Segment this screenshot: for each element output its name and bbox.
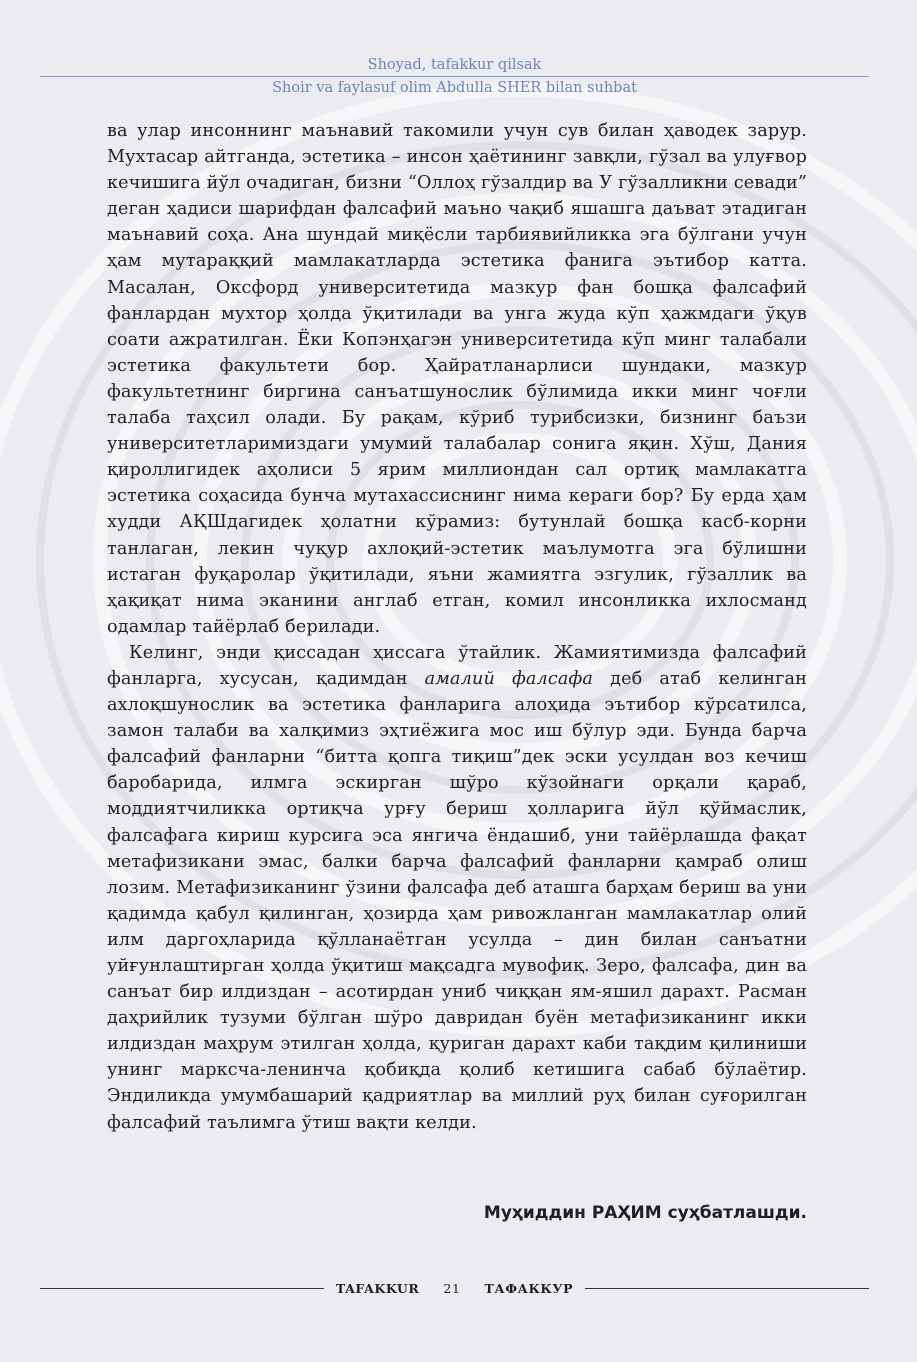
- header-divider: [40, 76, 869, 77]
- header-title: Shoyad, tafakkur qilsak: [367, 57, 542, 73]
- footer-title-cyrillic: ТАФАККУР: [484, 1280, 574, 1296]
- article-body: [107, 118, 807, 1136]
- paragraph-2-text-end: деб атаб келинган ахлоқшунослик ва эстетика фанларига алоҳида эътибор кўрсатилса, замон талаби ва халқимиз эҳтиёжига мос иш бўлур эди. Бунда барча фалсафий фанларни “битта қопга тиқиш”дек эски усулдан воз кечиш баробарида, илмга эскирган шўро кўзойнаги орқали қараб, моддиятчиликка ортиқча урғу бериш ҳолларига йўл қўймаслик, фалсафага кириш курсига эса янгича ёндашиб, уни тайёрлашда фақат метафизикани эмас, балки барча фалсафий фанларни қамраб олиш лозим. Метафизиканинг ўзини фалсафа деб аташга барҳам бериш ва уни қадимда қабул қилинган, ҳозирда ҳам ривожланган мамлакатлар олий илм даргоҳларида қўлланаётган усулда – дин билан санъатни уйғунлаштирган ҳолда ўқитиш мақсадга мувофиқ. Зеро, фалсафа, дин ва санъат бир илдиздан – асотирдан униб чиққан ям-яшил дарахт. Расман даҳрийлик тузуми бўлган шўро давридан буён метафизиканинг икки илдиздан маҳрум этилган ҳолда, қуриган дарахт каби тақдим қилиниши унинг марксча-ленинча қобиқда қолиб кетишига сабаб бўлаётир. Эндиликда умумбашарий қадриятлар ва миллий руҳ билан суғорилган фалсафий таълимга ўтиш вақти келди.: [107, 668, 807, 1133]
- page-footer: [40, 1278, 869, 1298]
- author-signature: Муҳиддин РАҲИМ суҳбатлашди.: [483, 1203, 807, 1223]
- page-number: 21: [443, 1280, 461, 1296]
- paragraph-1: ва улар инсоннинг маънавий такомили учун сув билан ҳаводек зарур. Мухтасар айтганда, эстетика – инсон ҳаётининг завқли, гўзал ва улуғвор кечишига йўл очадиган, бизни “Оллоҳ гўзалдир ва У гўзалликни севади” деган ҳадиси шарифдан фалсафий маъно чақиб яшашга даъват этадиган маънавий соҳа. Ана шундай миқёсли тарбиявийликка эга бўлгани учун ҳам мутараққий мамлакатларда эстетика фанига эътибор катта. Масалан, Оксфорд университетида мазкур фан бошқа фалсафий фанлардан мухтор ҳолда ўқитилади ва унга жуда кўп ҳажмдаги ўқув соати ажратилган. Ёки Копэнҳагэн университетида кўп минг талабали эстетика факультети бор. Ҳайратланарлиси шундаки, мазкур факультетнинг биргина санъатшунослик бўлимида икки минг чоғли талаба таҳсил олади. Бу рақам, кўриб турибсизки, бизнинг баъзи университетларимиздаги умумий талабалар сонига яқин. Хўш, Дания қироллигидек аҳолиси 5 ярим миллиондан сал ортиқ мамлакатга эстетика соҳасида бунча мутахассиснинг нима кераги бор? Бу ерда ҳам худди АҚШдагидек ҳолатни кўрамиз: бутунлай бошқа касб-корни танлаган, лекин чуқур ахлоқий-эстетик маълумотга эга бўлишни истаган фуқаролар ўқитилади, яъни жамиятга эзгулик, гўзаллик ва ҳақиқат нима эканини англаб етган, комил инсонликка ихлосманд одамлар тайёрлаб берилади.: [107, 121, 807, 637]
- footer-rule-left: [40, 1288, 324, 1289]
- paragraph-2-text-start: Келинг, энди қиссадан ҳиссага ўтайлик. Жамиятимизда фалсафий фанларга, хусусан, қадимдан: [107, 642, 807, 689]
- footer-title-latin: TAFAKKUR: [335, 1280, 420, 1296]
- footer-rule-right: [585, 1288, 869, 1289]
- running-header: [40, 55, 869, 98]
- paragraph-2: [107, 640, 807, 1136]
- header-subtitle: Shoir va faylasuf olim Abdulla SHER bilan suhbat: [272, 80, 637, 96]
- paragraph-2-italic-term: амалий фалсафа: [424, 668, 594, 689]
